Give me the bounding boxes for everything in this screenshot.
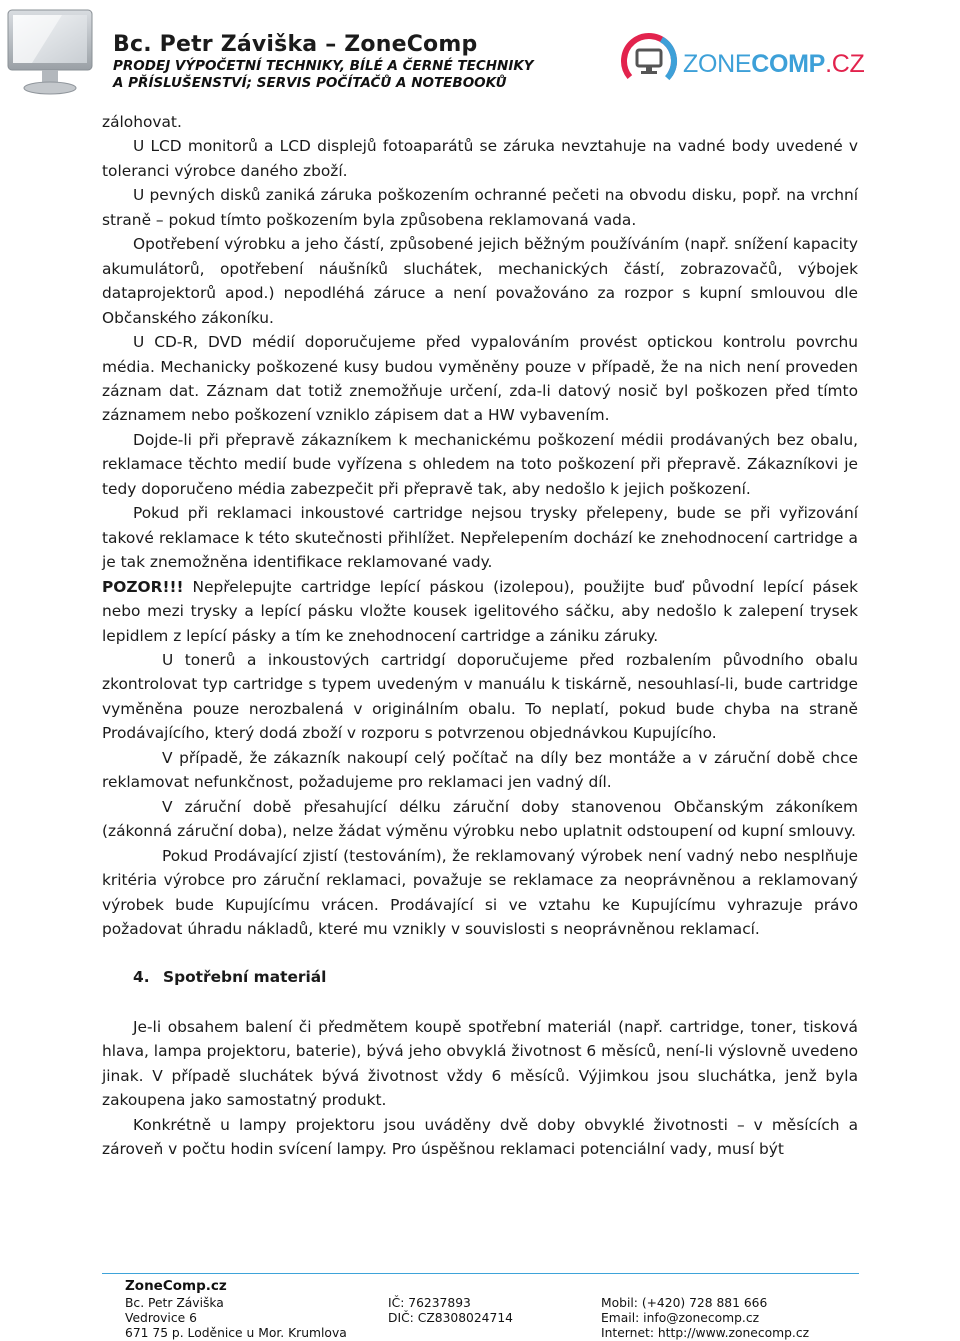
paragraph: U tonerů a inkoustových cartridgí doporučujeme před rozbalením původního obalu zkontrolovat typ cartridge s typem uvedeným v manuálu k tiskárně, nesouhlasí-li, bude cartridge vyměněna pouze nerozbalená v originálním obalu. To neplatí, pokud bude chyba na straně Prodávajícího, který dodá zboží v rozporu s potvrzenou objednávkou Kupujícího.	[102, 650, 858, 743]
footer-divider	[102, 1273, 859, 1274]
section-number: 4.	[133, 968, 150, 987]
paragraph: U pevných disků zaniká záruka poškozením ochranné pečeti na obvodu disku, popř. na vrchní straně – pokud tímto poškozením byla způsobena reklamovaná vada.	[102, 186, 858, 229]
footer-phone: Mobil: (+420) 728 881 666	[601, 1296, 768, 1310]
warning-paragraph	[102, 575, 858, 648]
zonecomp-logo-wordmark	[683, 50, 864, 79]
footer-address-column	[125, 1296, 347, 1341]
warning-text: Nepřelepujte cartridge lepící páskou (izolepou), použijte buď původní lepící pásek nebo mezi trysky a lepící pásku vložte kousek igelitového sáčku, aby nedošlo k zalepení trysek lepidlem z lepící pásky a tím ke znehodnocení cartridge a zániku záruky.	[102, 577, 858, 645]
document-body	[102, 110, 858, 1162]
logo-cz-text: .CZ	[825, 50, 865, 78]
paragraph: U CD-R, DVD médií doporučujeme před vypalováním provést optickou kontrolu povrchu média. Mechanicky poškozené kusy budou vyměněny pouze v případě, že na nich není proveden záznam dat. Záznam dat totiž znemožňuje určení, zda-li datový nosič byl poškozen před tímto záznamem nebo poškození vzniklo zápisem dat a HW vybavením.	[102, 333, 858, 425]
paragraph: Je-li obsahem balení či předmětem koupě spotřební materiál (např. cartridge, toner, tisková hlava, lampa projektoru, baterie), bývá jeho obvyklá životnost 6 měsíců, není-li výslovně uvedeno jinak. V případě sluchátek bývá životnost vždy 6 měsíců. Výjimkou jsou sluchátka, jenž byla zakoupena jako samostatný produkt.	[102, 1017, 858, 1110]
logo-comp-text: COMP	[751, 50, 826, 78]
paragraph: Pokud při reklamaci inkoustové cartridge nejsou trysky přelepeny, bude se při vyřizování takové reklamace k této skutečnosti přihlížet. Nepřelepením dochází ke znehodnocení cartridge a je tak znemožněna identifikace reklamované vady.	[102, 504, 858, 572]
footer-brand: ZoneComp.cz	[125, 1278, 227, 1294]
footer-dic: DIČ: CZ8308024714	[388, 1311, 513, 1325]
footer-ic: IČ: 76237893	[388, 1296, 471, 1310]
company-subtitle-line-1: PRODEJ VÝPOČETNÍ TECHNIKY, BÍLÉ A ČERNÉ TECHNIKY	[113, 58, 534, 74]
footer-website[interactable]: Internet: http://www.zonecomp.cz	[601, 1326, 810, 1340]
paragraph: Dojde-li při přepravě zákazníkem k mechanickému poškození médii prodávaných bez obalu, reklamace těchto medií bude vyřízena s ohledem na toto poškození při přepravě. Zákazníkovi je tedy doporučeno média zabezpečit při přepravě tak, aby nedošlo k jejich poškození.	[102, 430, 858, 498]
paragraph: Opotřebení výrobku a jeho částí, způsobené jejich běžným používáním (např. snížení kapacity akumulátorů, opotřebení náušníků sluchátek, mechanických částí, zobrazovačů, výbojek dataprojektorů apod.) nepodléhá záruce a není považováno za rozpor s kupní smlouvou dle Občanského zákoníku.	[102, 235, 858, 327]
paragraph: Pokud Prodávající zjistí (testováním), že reklamovaný výrobek není vadný nebo nesplňuje kritéria výrobce pro záruční reklamaci, považuje se reklamace za neoprávněnou a reklamovaný výrobek bude Kupujícímu vrácen. Prodávající si ve vztahu ke Kupujícímu vyhrazuje právo požadovat úhradu nákladů, které mu vznikly v souvislosti s neoprávněnou reklamací.	[102, 846, 858, 938]
computer-monitor-icon	[2, 4, 98, 98]
company-title: Bc. Petr Záviška – ZoneComp	[113, 32, 478, 57]
footer-ids-column	[388, 1296, 513, 1326]
footer-city: 671 75 p. Loděnice u Mor. Krumlova	[125, 1326, 347, 1340]
paragraph: V záruční době přesahující délku záruční doby stanovenou Občanským zákoníkem (zákonná záruční doba), nelze žádat výměnu výrobku nebo uplatnit odstoupení od kupní smlouvy.	[102, 797, 858, 841]
warning-label: POZOR!!!	[102, 577, 184, 596]
footer-email[interactable]: Email: info@zonecomp.cz	[601, 1311, 760, 1325]
footer-name: Bc. Petr Záviška	[125, 1296, 224, 1310]
paragraph: U LCD monitorů a LCD displejů fotoaparátů se záruka nevztahuje na vadné body uvedené v toleranci výrobce daného zboží.	[102, 137, 858, 180]
footer-contact-column	[601, 1296, 809, 1341]
section-title: Spotřební materiál	[163, 968, 327, 987]
logo-zone-text: ZONE	[683, 50, 752, 78]
paragraph: zálohovat.	[102, 113, 182, 131]
company-subtitle-line-2: A PŘÍSLUŠENSTVÍ; SERVIS POČÍTAČŮ A NOTEBOOKŮ	[113, 75, 507, 91]
paragraph: Konkrétně u lampy projektoru jsou uváděny dvě doby obvyklé životnosti – v měsících a zároveň v počtu hodin svícení lampy. Pro úspěšnou reklamaci potenciální vady, musí být	[102, 1115, 858, 1159]
footer-street: Vedrovice 6	[125, 1311, 197, 1325]
section-heading	[133, 965, 858, 989]
page-header	[0, 0, 960, 102]
page-footer	[125, 1278, 865, 1340]
paragraph: V případě, že zákazník nakoupí celý počítač na díly bez montáže a v záruční době chce reklamovat nefunkčnost, požadujeme pro reklamaci jen vadný díl.	[102, 748, 858, 792]
